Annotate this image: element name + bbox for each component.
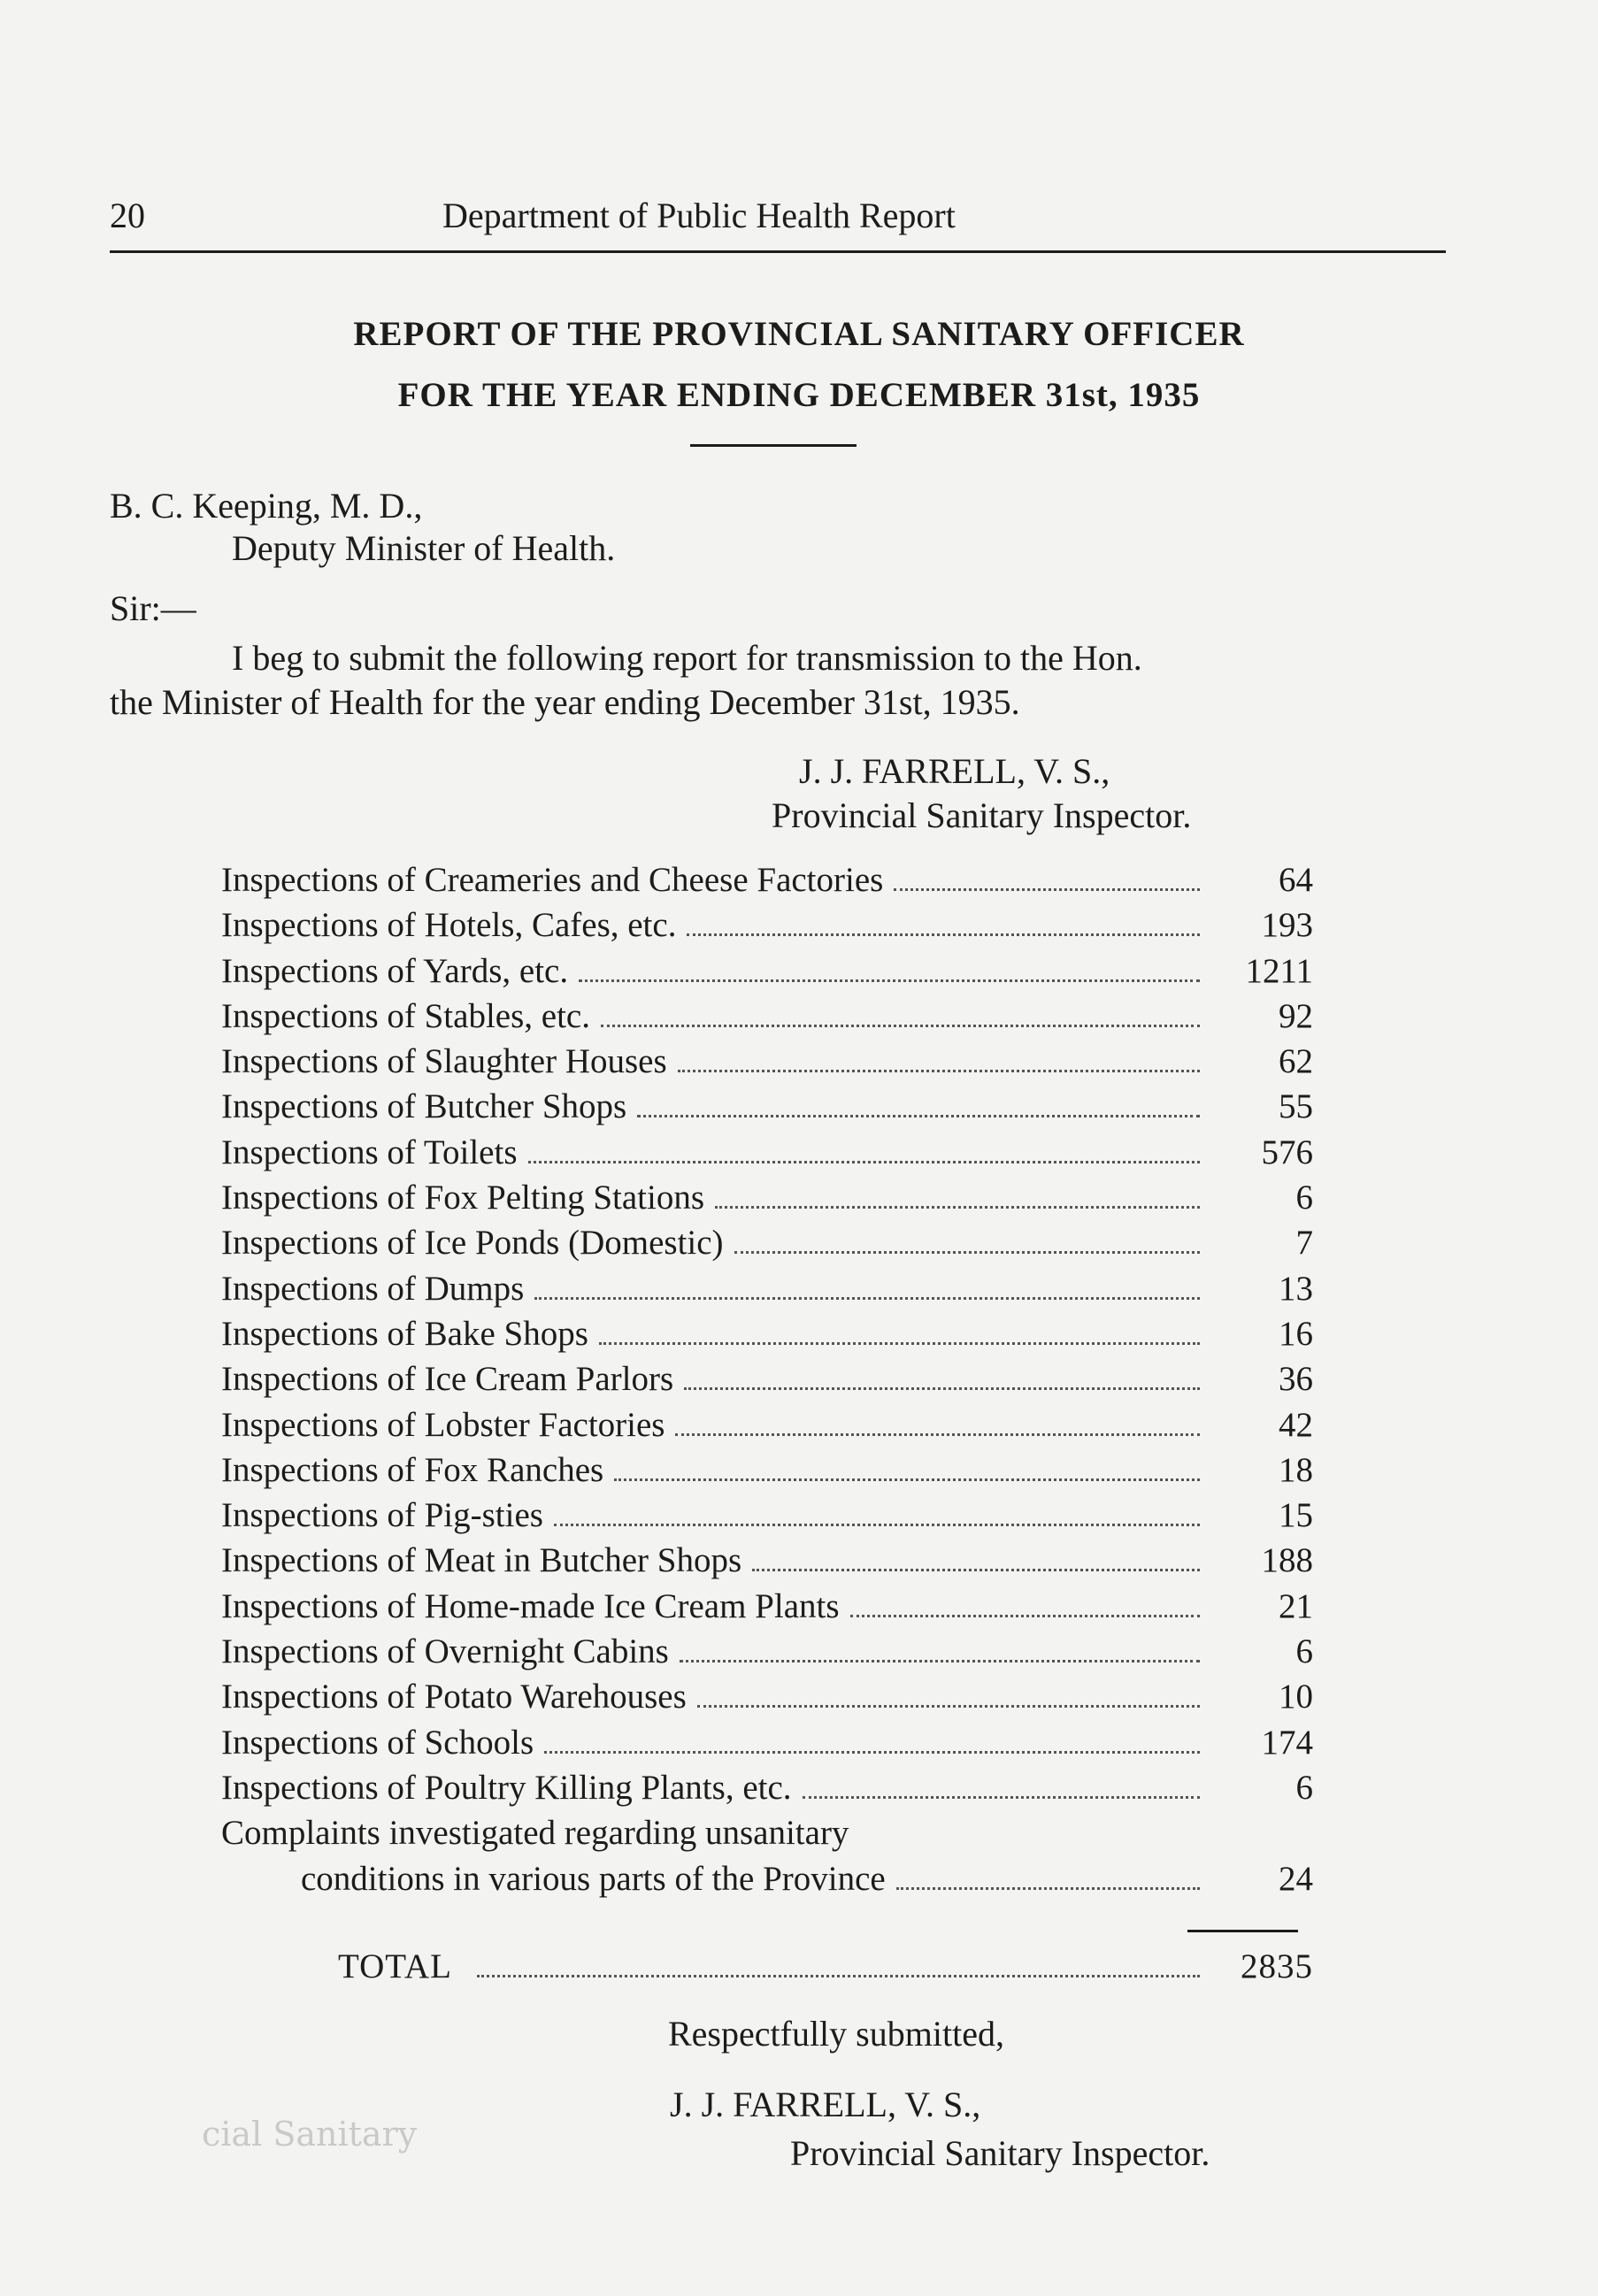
- inspection-count: 576: [1261, 1133, 1313, 1171]
- inspection-row: [221, 1723, 1313, 1768]
- inspection-label: Inspections of Bake Shops: [221, 1314, 588, 1353]
- dot-leader: [894, 887, 1200, 891]
- inspection-rows: [221, 860, 1313, 1813]
- inspection-row: [221, 1677, 1313, 1722]
- inspection-count: 6: [1295, 1768, 1313, 1807]
- inspection-row: [221, 1450, 1313, 1495]
- inspection-row: [221, 1768, 1313, 1813]
- inspection-label: Inspections of Ice Ponds (Domestic): [221, 1224, 724, 1263]
- inspection-row: [221, 951, 1313, 996]
- inspection-row: [221, 1133, 1313, 1178]
- addressee-name: B. C. Keeping, M. D.,: [110, 486, 423, 526]
- inspection-label: Inspections of Home-made Ice Cream Plants: [221, 1586, 840, 1625]
- inspection-label: Inspections of Toilets: [221, 1133, 518, 1171]
- inspection-count: 174: [1261, 1723, 1313, 1762]
- bleed-through-text: cial Sanitary: [202, 2115, 418, 2154]
- inspection-label: Inspections of Fox Ranches: [221, 1450, 604, 1489]
- dot-leader: [544, 1750, 1200, 1754]
- complaints-label-line1: Complaints investigated regarding unsanitary: [221, 1814, 849, 1853]
- salutation: Sir:—: [110, 588, 196, 628]
- dot-leader: [614, 1478, 1200, 1481]
- total-row: [338, 1947, 1313, 1986]
- running-title: Department of Public Health Report: [442, 196, 956, 235]
- inspection-count: 62: [1279, 1042, 1313, 1081]
- inspection-count: 188: [1261, 1541, 1313, 1580]
- inspection-count: 21: [1279, 1586, 1313, 1625]
- dot-leader: [687, 933, 1200, 936]
- header-rule: [110, 250, 1446, 253]
- dot-leader: [528, 1160, 1200, 1163]
- inspection-count: 1211: [1245, 951, 1313, 990]
- inspection-row: [221, 996, 1313, 1041]
- complaints-row-line1: [221, 1813, 1313, 1858]
- title-rule: [690, 444, 857, 447]
- dot-leader: [715, 1205, 1200, 1209]
- total-label: TOTAL: [338, 1947, 452, 1985]
- signatory-name: J. J. FARRELL, V. S.,: [799, 751, 1110, 791]
- inspection-label: Inspections of Overnight Cabins: [221, 1632, 669, 1671]
- page-number: 20: [110, 196, 145, 235]
- inspection-label: Inspections of Slaughter Houses: [221, 1042, 667, 1081]
- dot-leader: [477, 1975, 1200, 1977]
- dot-leader: [599, 1341, 1200, 1345]
- complaints-label-line2: conditions in various parts of the Province: [301, 1859, 886, 1898]
- dot-leader: [752, 1568, 1200, 1571]
- inspection-count: 13: [1279, 1269, 1313, 1308]
- letter-body-line1: I beg to submit the following report for transmission to the Hon.: [232, 638, 1142, 678]
- inspection-count: 7: [1295, 1224, 1313, 1263]
- inspection-row: [221, 1586, 1313, 1632]
- inspection-row: [221, 1632, 1313, 1677]
- dot-leader: [684, 1386, 1200, 1390]
- inspection-count: 55: [1279, 1087, 1313, 1126]
- inspection-row: [221, 1359, 1313, 1404]
- inspection-count: 92: [1279, 996, 1313, 1035]
- dot-leader: [637, 1114, 1200, 1117]
- dot-leader: [579, 979, 1200, 982]
- inspection-table: [221, 860, 1313, 1904]
- inspection-label: Inspections of Potato Warehouses: [221, 1678, 687, 1716]
- addressee-title: Deputy Minister of Health.: [232, 528, 616, 568]
- inspection-row: [221, 1405, 1313, 1450]
- inspection-row: [221, 860, 1313, 905]
- inspection-count: 36: [1279, 1360, 1313, 1399]
- complaints-row-line2: [221, 1859, 1313, 1904]
- inspection-label: Inspections of Meat in Butcher Shops: [221, 1541, 742, 1580]
- inspection-row: [221, 1223, 1313, 1268]
- dot-leader: [734, 1250, 1200, 1254]
- inspection-row: [221, 1540, 1313, 1586]
- inspection-count: 16: [1279, 1314, 1313, 1353]
- report-title-line1: REPORT OF THE PROVINCIAL SANITARY OFFICER: [353, 315, 1245, 353]
- inspection-label: Inspections of Pig-sties: [221, 1496, 543, 1535]
- inspection-count: 64: [1279, 861, 1313, 899]
- total-count: 2835: [1241, 1947, 1313, 1985]
- inspection-row: [221, 1269, 1313, 1314]
- inspection-label: Inspections of Poultry Killing Plants, etc.: [221, 1768, 792, 1807]
- inspection-label: Inspections of Schools: [221, 1723, 534, 1762]
- dot-leader: [697, 1704, 1200, 1708]
- closing-signatory-title: Provincial Sanitary Inspector.: [790, 2133, 1210, 2173]
- inspection-label: Inspections of Dumps: [221, 1269, 525, 1308]
- inspection-count: 10: [1279, 1678, 1313, 1716]
- total-rule: [1187, 1930, 1298, 1932]
- inspection-row: [221, 1087, 1313, 1132]
- signatory-title: Provincial Sanitary Inspector.: [772, 795, 1192, 835]
- inspection-count: 18: [1279, 1450, 1313, 1489]
- inspection-label: Inspections of Butcher Shops: [221, 1087, 627, 1126]
- dot-leader: [803, 1795, 1200, 1799]
- report-title-line2: FOR THE YEAR ENDING DECEMBER 31st, 1935: [397, 376, 1201, 414]
- inspection-label: Inspections of Creameries and Cheese Factories: [221, 861, 884, 899]
- dot-leader: [534, 1296, 1200, 1300]
- closing-signatory-name: J. J. FARRELL, V. S.,: [670, 2085, 981, 2124]
- dot-leader: [678, 1069, 1200, 1072]
- inspection-row: [221, 1041, 1313, 1087]
- inspection-label: Inspections of Stables, etc.: [221, 996, 590, 1035]
- dot-leader: [675, 1432, 1200, 1436]
- dot-leader: [680, 1659, 1200, 1662]
- inspection-label: Inspections of Hotels, Cafes, etc.: [221, 906, 677, 945]
- inspection-count: 6: [1295, 1632, 1313, 1671]
- inspection-count: 193: [1261, 906, 1313, 945]
- dot-leader: [850, 1614, 1200, 1617]
- inspection-count: 6: [1295, 1179, 1313, 1217]
- inspection-count: 42: [1279, 1405, 1313, 1444]
- inspection-label: Inspections of Fox Pelting Stations: [221, 1179, 704, 1217]
- inspection-row: [221, 1495, 1313, 1540]
- dot-leader: [601, 1024, 1200, 1027]
- complaints-count: 24: [1279, 1859, 1313, 1898]
- inspection-label: Inspections of Lobster Factories: [221, 1405, 665, 1444]
- inspection-row: [221, 1178, 1313, 1223]
- inspection-label: Inspections of Ice Cream Parlors: [221, 1360, 674, 1399]
- inspection-row: [221, 905, 1313, 950]
- letter-body-line2: the Minister of Health for the year ending December 31st, 1935.: [110, 682, 1020, 722]
- inspection-count: 15: [1279, 1496, 1313, 1535]
- dot-leader: [554, 1523, 1200, 1526]
- closing-phrase: Respectfully submitted,: [668, 2014, 1004, 2054]
- dot-leader: [896, 1886, 1200, 1890]
- inspection-label: Inspections of Yards, etc.: [221, 951, 569, 990]
- inspection-row: [221, 1314, 1313, 1359]
